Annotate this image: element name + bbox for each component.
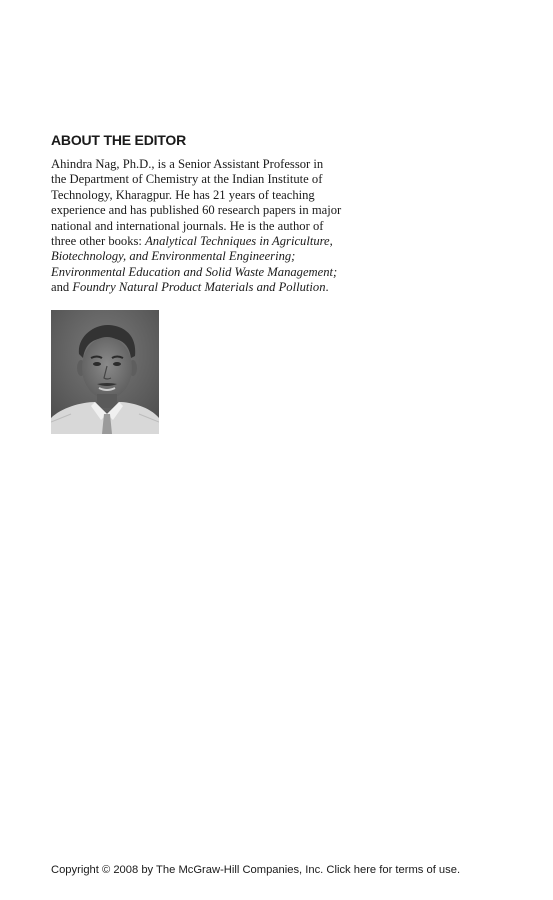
bio-text: and (51, 280, 73, 295)
editor-bio (51, 157, 401, 296)
bio-line (51, 249, 401, 264)
bio-line (51, 280, 401, 295)
bio-line: Ahindra Nag, Ph.D., is a Senior Assistant Professor in (51, 157, 324, 171)
bio-line (51, 265, 401, 280)
book-title: Biotechnology, and Environmental Engineering; (51, 249, 296, 264)
bio-line (51, 234, 401, 249)
bio-text: . (325, 280, 329, 295)
book-title: Environmental Education and Solid Waste Management; (51, 264, 338, 279)
bio-text: three other books: (51, 234, 146, 249)
terms-of-use-link[interactable]: Click here for terms of use. (326, 864, 461, 876)
copyright-footer (51, 864, 460, 876)
portrait-image (51, 310, 159, 434)
book-title: Analytical Techniques in Agriculture, (145, 234, 333, 249)
bio-line: Technology, Kharagpur. He has 21 years of teaching (51, 187, 315, 202)
book-title: Foundry Natural Product Materials and Pollution (72, 280, 326, 295)
bio-line: the Department of Chemistry at the Indian Institute of (51, 172, 323, 187)
bio-line: national and international journals. He is the author of (51, 218, 324, 233)
bio-line: experience and has published 60 research papers in major (51, 203, 342, 218)
copyright-text: Copyright © 2008 by The McGraw-Hill Companies, Inc. (51, 864, 327, 876)
editor-portrait-photo (51, 310, 159, 434)
section-heading: ABOUT THE EDITOR (51, 132, 186, 148)
